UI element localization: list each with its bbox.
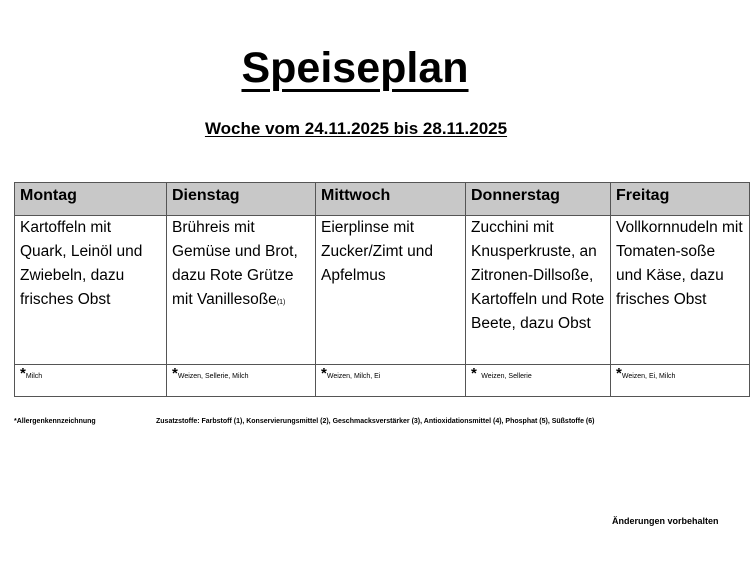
allergen-cell-tuesday <box>167 365 316 397</box>
asterisk-marker: * <box>321 365 327 382</box>
day-header-monday: Montag <box>15 183 167 216</box>
day-header-tuesday: Dienstag <box>167 183 316 216</box>
meal-text: Eierplinse mit Zucker/Zimt und Apfelmus <box>321 219 433 284</box>
meal-text: Kartoffeln mit Quark, Leinöl und Zwiebeln, dazu frisches Obst <box>20 219 143 308</box>
meal-text: Brühreis mit Gemüse und Brot, dazu Rote Grütze mit Vanillesoße <box>172 219 298 308</box>
allergen-text: Weizen, Sellerie <box>481 373 532 380</box>
allergen-text: Weizen, Sellerie, Milch <box>177 373 249 380</box>
additives-footnote: Zusatzstoffe: Farbstoff (1), Konservierungsmittel (2), Geschmacksverstärker (3), Antioxidationsmittel (4), Phosphat (5), Süßstoffe (6) <box>156 418 595 425</box>
allergen-cell-wednesday <box>316 365 466 397</box>
day-header-friday: Freitag <box>611 183 750 216</box>
meal-text: Vollkornnudeln mit Tomaten-soße und Käse, dazu frisches Obst <box>616 219 743 308</box>
meal-cell-friday <box>611 216 750 365</box>
asterisk-marker: * <box>471 365 477 382</box>
page-title: Speiseplan <box>241 44 469 92</box>
allergen-row <box>15 365 750 397</box>
additive-marker: (1) <box>276 299 286 306</box>
menu-table <box>14 182 750 397</box>
week-range: Woche vom 24.11.2025 bis 28.11.2025 <box>204 119 508 138</box>
meal-cell-tuesday <box>167 216 316 365</box>
allergen-cell-thursday <box>466 365 611 397</box>
allergen-cell-friday <box>611 365 750 397</box>
meal-text: Zucchini mit Knusperkruste, an Zitronen-Dillsoße, Kartoffeln und Rote Beete, dazu Obst <box>471 219 605 332</box>
meal-cell-thursday <box>466 216 611 365</box>
meal-cell-monday <box>15 216 167 365</box>
asterisk-marker: * <box>172 365 178 382</box>
meal-row <box>15 216 750 365</box>
allergen-text: Milch <box>25 373 43 380</box>
allergen-cell-monday <box>15 365 167 397</box>
allergen-text: Weizen, Milch, Ei <box>326 373 381 380</box>
meal-cell-wednesday <box>316 216 466 365</box>
allergen-footnote: *Allergenkennzeichnung <box>14 418 96 425</box>
header-row <box>15 183 750 216</box>
asterisk-marker: * <box>20 365 26 382</box>
day-header-thursday: Donnerstag <box>466 183 611 216</box>
asterisk-marker: * <box>616 365 622 382</box>
allergen-text: Weizen, Ei, Milch <box>621 373 676 380</box>
day-header-wednesday: Mittwoch <box>316 183 466 216</box>
changes-note: Änderungen vorbehalten <box>612 516 719 526</box>
